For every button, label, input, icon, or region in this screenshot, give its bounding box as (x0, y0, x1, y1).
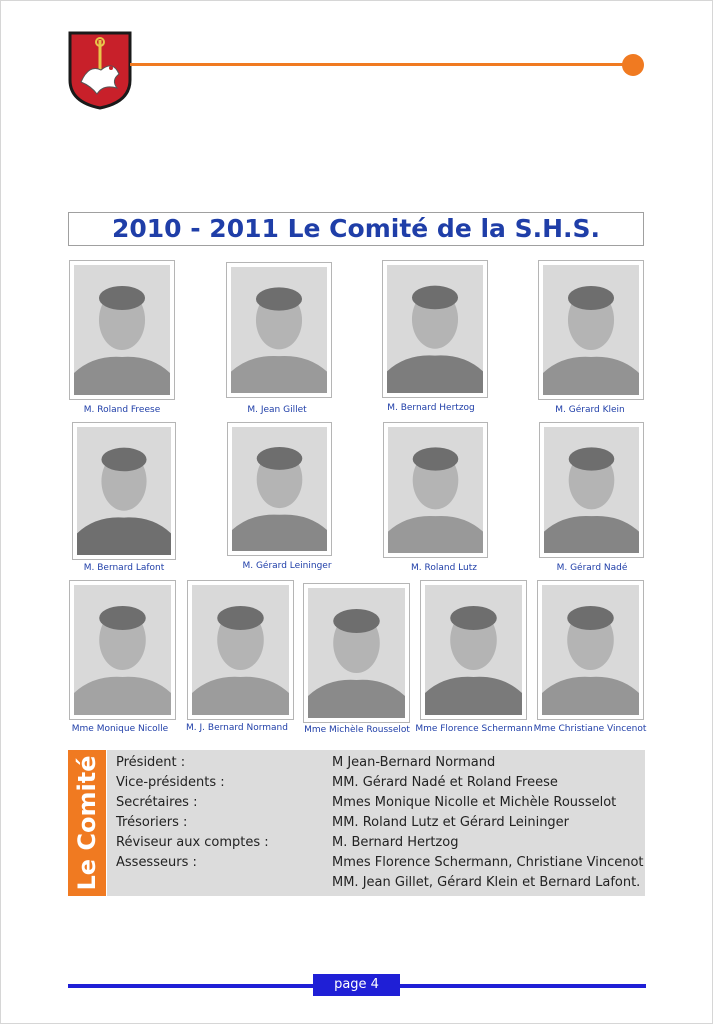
page-title: 2010 - 2011 Le Comité de la S.H.S. (68, 212, 644, 246)
portrait-icon (388, 427, 483, 553)
committee-role: Réviseur aux comptes : (116, 835, 269, 850)
member-caption: M. Gérard Klein (555, 405, 625, 415)
committee-role: Trésoriers : (116, 815, 188, 830)
member-photo (537, 580, 644, 720)
member-photo (303, 583, 410, 723)
header-rule (130, 63, 628, 66)
portrait-icon (425, 585, 522, 715)
portrait-icon (308, 588, 405, 718)
member-caption: M. Gérard Nadé (556, 563, 628, 573)
member-photo (69, 260, 175, 400)
member-caption: Mme Michèle Rousselot (304, 725, 410, 735)
portrait-icon (74, 585, 171, 715)
member-caption: M. Roland Freese (83, 405, 161, 415)
committee-names: MM. Jean Gillet, Gérard Klein et Bernard Lafont. (332, 875, 641, 890)
committee-role: Secrétaires : (116, 795, 198, 810)
committee-names: M Jean-Bernard Normand (332, 755, 496, 770)
member-photo (420, 580, 527, 720)
member-photo (226, 262, 332, 398)
member-photo (382, 260, 488, 398)
committee-names: M. Bernard Hertzog (332, 835, 459, 850)
member-caption: M. Bernard Lafont (83, 563, 165, 573)
member-photo (539, 422, 644, 558)
portrait-icon (74, 265, 170, 395)
page-number: page 4 (313, 974, 400, 996)
portrait-icon (231, 267, 327, 393)
member-caption: M. Gérard Leininger (242, 561, 332, 571)
committee-names: MM. Gérard Nadé et Roland Freese (332, 775, 558, 790)
member-photo (69, 580, 176, 720)
committee-names: Mmes Monique Nicolle et Michèle Rousselot (332, 795, 617, 810)
member-caption: M. J. Bernard Normand (186, 723, 288, 733)
committee-role: Président : (116, 755, 186, 770)
member-caption: M. Roland Lutz (411, 563, 477, 573)
member-caption: Mme Monique Nicolle (71, 724, 169, 734)
portrait-icon (543, 265, 639, 395)
member-caption: M. Bernard Hertzog (387, 403, 475, 413)
portrait-icon (232, 427, 327, 551)
committee-names: Mmes Florence Schermann, Christiane Vincenot (332, 855, 644, 870)
member-photo (227, 422, 332, 556)
committee-role: Assesseurs : (116, 855, 197, 870)
member-photo (383, 422, 488, 558)
member-photo (538, 260, 644, 400)
coat-of-arms-icon (67, 30, 133, 110)
portrait-icon (542, 585, 639, 715)
committee-names: MM. Roland Lutz et Gérard Leininger (332, 815, 570, 830)
portrait-icon (544, 427, 639, 553)
committee-tab-label: Le Comité (73, 755, 101, 891)
header-dot (622, 54, 644, 76)
member-caption: Mme Florence Schermann (415, 724, 533, 734)
portrait-icon (192, 585, 289, 715)
member-photo (72, 422, 176, 560)
member-photo (187, 580, 294, 720)
portrait-icon (387, 265, 483, 393)
committee-role: Vice-présidents : (116, 775, 225, 790)
member-caption: Mme Christiane Vincenot (533, 724, 647, 734)
portrait-icon (77, 427, 171, 555)
committee-tab (68, 750, 106, 896)
member-caption: M. Jean Gillet (247, 405, 307, 415)
